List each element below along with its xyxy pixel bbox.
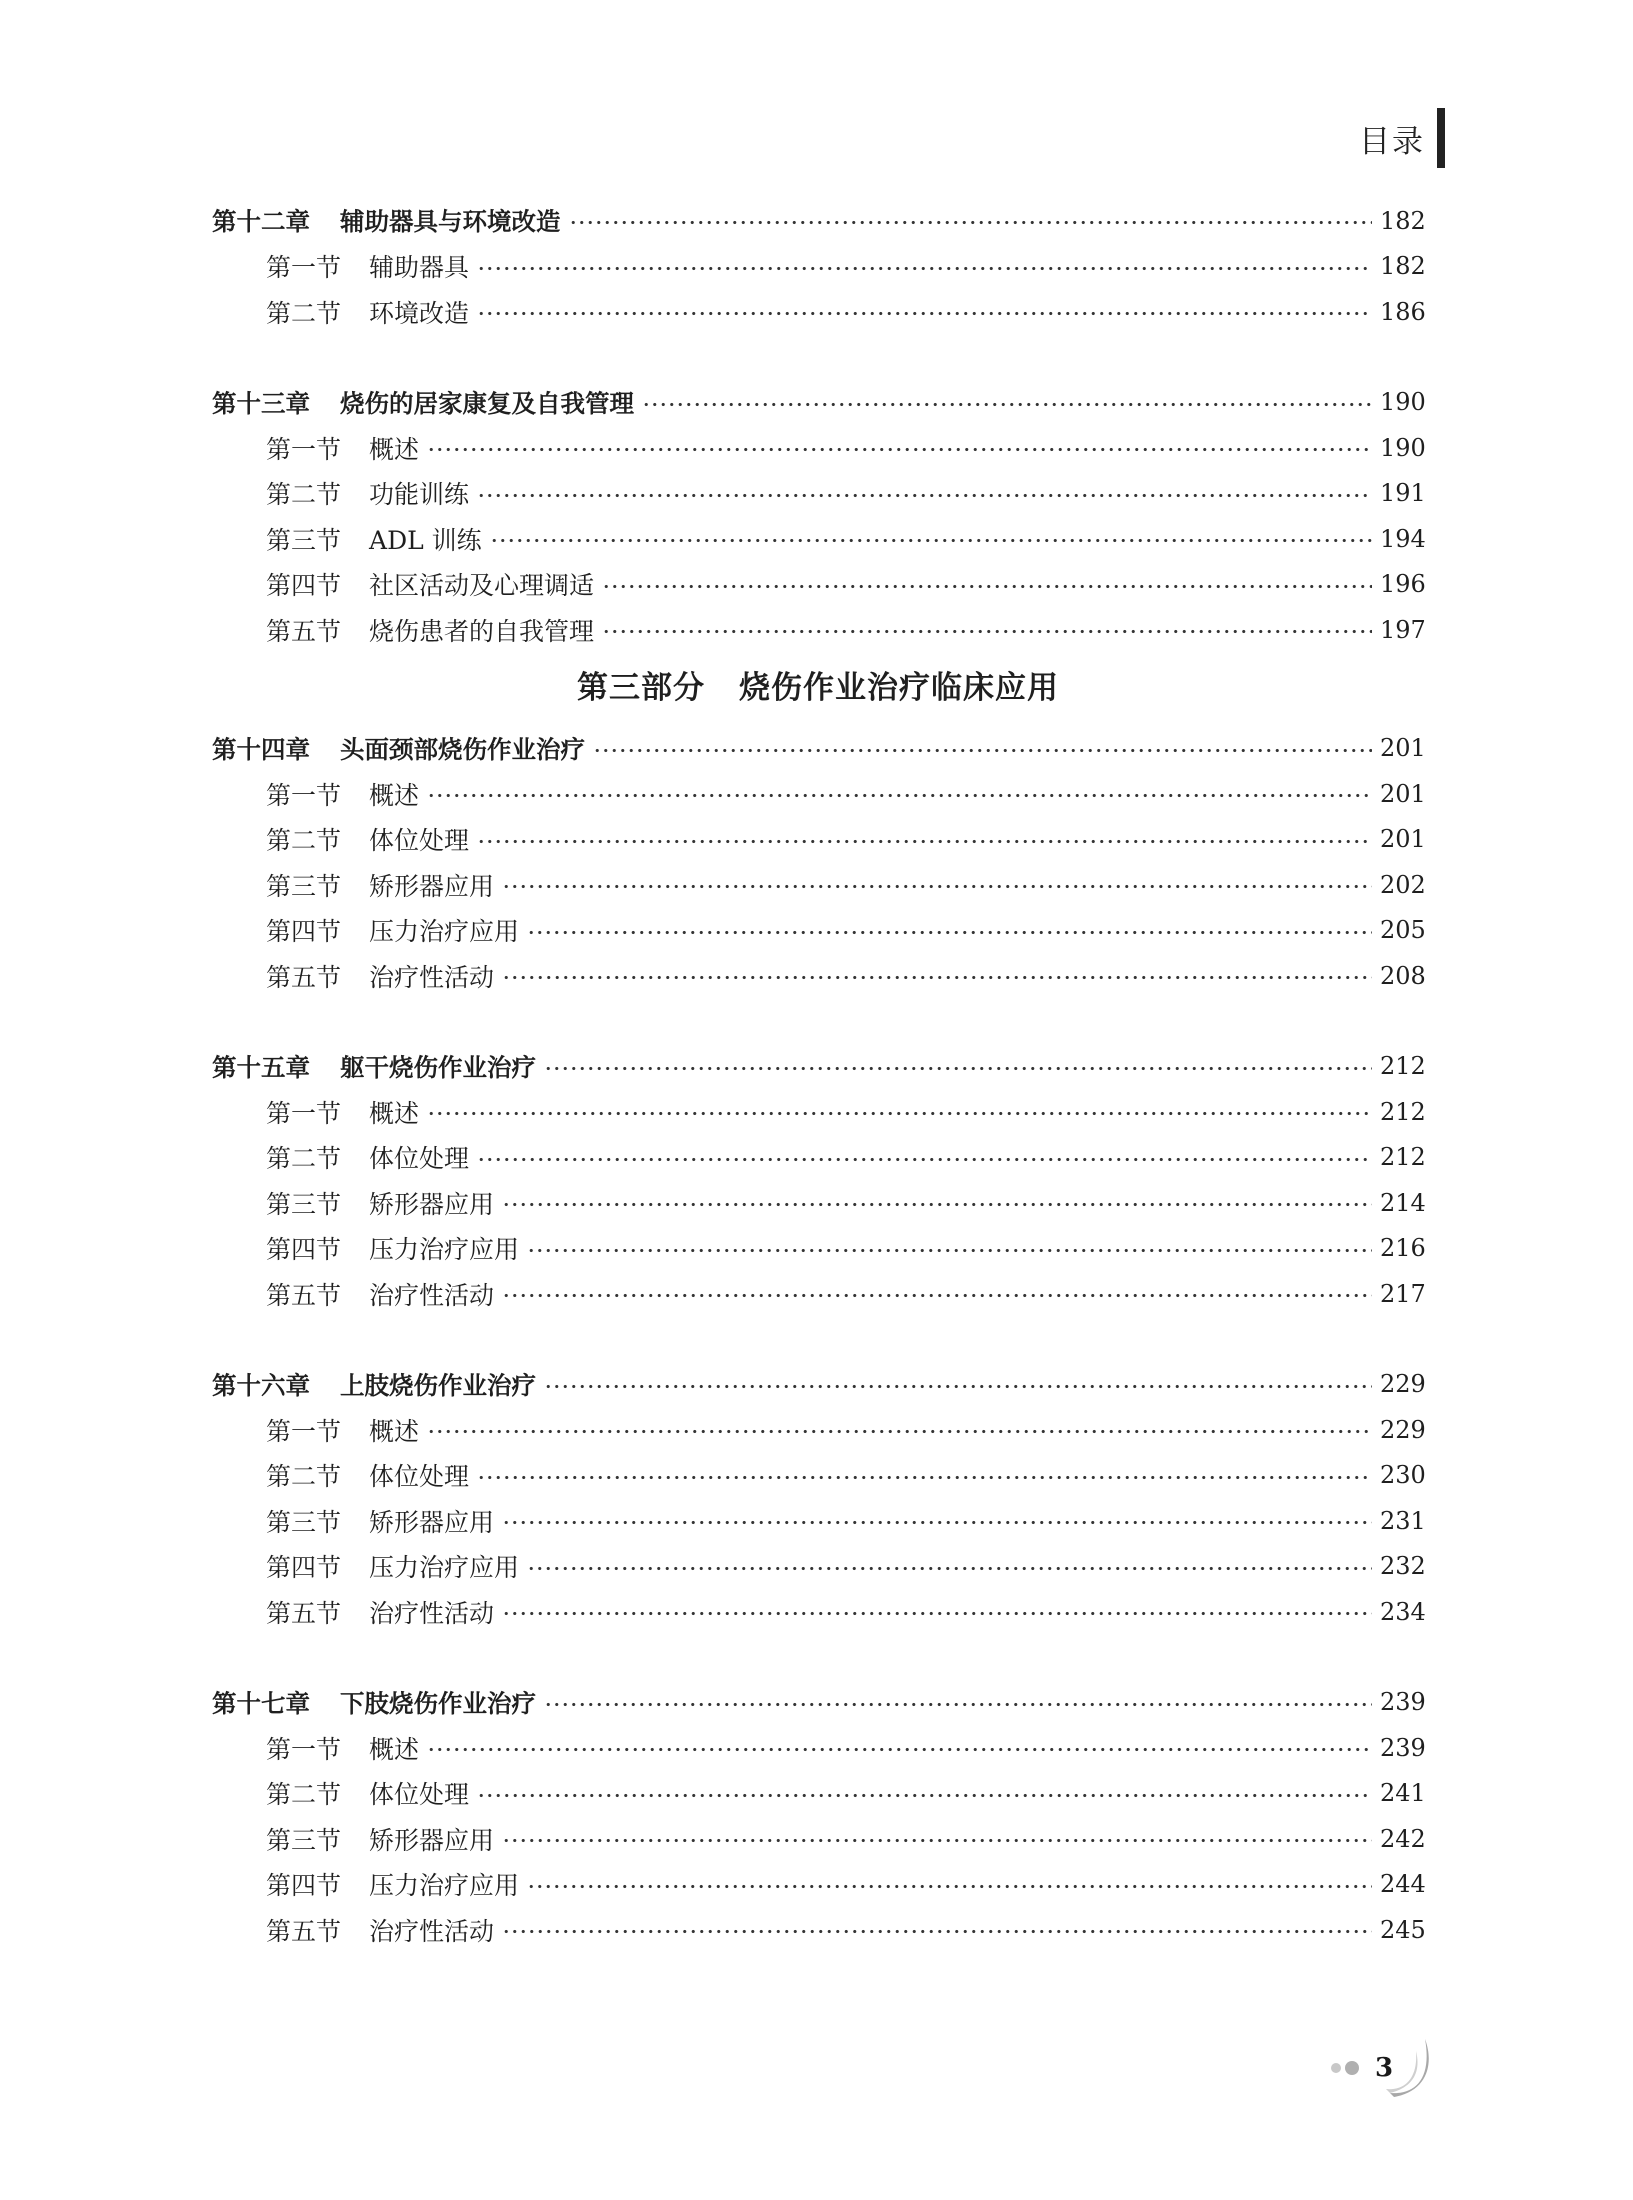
dot-leader xyxy=(502,1293,1372,1298)
section-number: 第二节 xyxy=(266,1144,342,1174)
toc-section-row[interactable] xyxy=(212,471,1424,517)
section-title: 矫形器应用 xyxy=(369,1189,495,1219)
dot-leader xyxy=(502,1202,1372,1207)
toc-section-row[interactable] xyxy=(212,1089,1424,1135)
chapter-title: 躯干烧伤作业治疗 xyxy=(340,1052,536,1082)
section-number: 第一节 xyxy=(266,434,342,464)
section-title: 概述 xyxy=(369,780,420,810)
toc-gap xyxy=(212,999,1424,1044)
toc-section-row[interactable] xyxy=(212,817,1424,863)
page-number: 231 xyxy=(1380,1506,1426,1535)
section-number: 第二节 xyxy=(266,1462,342,1492)
section-title: 矫形器应用 xyxy=(369,1507,495,1537)
page-footer xyxy=(1328,2033,1448,2103)
section-number: 第二节 xyxy=(266,480,342,510)
page-number: 245 xyxy=(1380,1915,1426,1944)
dot-leader xyxy=(502,1611,1372,1616)
page-number: 205 xyxy=(1380,916,1426,945)
section-number: 第二节 xyxy=(266,826,342,856)
toc-section-row[interactable] xyxy=(212,862,1424,908)
dot-leader xyxy=(502,1520,1372,1525)
page-number: 196 xyxy=(1380,570,1426,599)
toc-section-row[interactable] xyxy=(212,1816,1424,1862)
chapter-number: 第十二章 xyxy=(212,207,310,237)
page-number: 191 xyxy=(1380,479,1426,508)
toc-section-row[interactable] xyxy=(212,244,1424,290)
dot-leader xyxy=(569,220,1373,225)
section-title: 社区活动及心理调适 xyxy=(369,571,595,601)
part-number: 第三部分 xyxy=(577,669,705,706)
section-number: 第三节 xyxy=(266,1507,342,1537)
page-number: 241 xyxy=(1380,1779,1426,1808)
section-title: 压力治疗应用 xyxy=(369,1871,520,1901)
dot-leader xyxy=(544,1066,1372,1071)
page-number: 230 xyxy=(1380,1461,1426,1490)
chapter-number: 第十四章 xyxy=(212,734,310,764)
section-number: 第五节 xyxy=(266,962,342,992)
section-title: 压力治疗应用 xyxy=(369,1235,520,1265)
dot-leader xyxy=(427,447,1372,452)
section-number: 第一节 xyxy=(266,780,342,810)
section-title: 概述 xyxy=(369,434,420,464)
dot-leader xyxy=(602,629,1372,634)
section-number: 第三节 xyxy=(266,525,342,555)
dot-leader xyxy=(502,975,1372,980)
page-number: 244 xyxy=(1380,1870,1426,1899)
section-number: 第四节 xyxy=(266,1553,342,1583)
section-title: 治疗性活动 xyxy=(369,962,495,992)
toc-section-row[interactable] xyxy=(212,908,1424,954)
section-title: 体位处理 xyxy=(369,826,470,856)
toc-section-row[interactable] xyxy=(212,1271,1424,1317)
footer-dot-large-icon xyxy=(1345,2061,1359,2075)
table-of-contents xyxy=(212,198,1424,1953)
section-number: 第五节 xyxy=(266,1916,342,1946)
section-number: 第二节 xyxy=(266,1780,342,1810)
section-title: 功能训练 xyxy=(369,480,470,510)
toc-section-row[interactable] xyxy=(212,562,1424,608)
page-number: 239 xyxy=(1380,1688,1426,1717)
toc-gap xyxy=(212,1635,1424,1680)
toc-section-row[interactable] xyxy=(212,1725,1424,1771)
dot-leader xyxy=(477,493,1372,498)
dot-leader xyxy=(427,1111,1372,1116)
page-number: 232 xyxy=(1380,1552,1426,1581)
toc-section-row[interactable] xyxy=(212,289,1424,335)
dot-leader xyxy=(527,1566,1372,1571)
toc-section-row[interactable] xyxy=(212,516,1424,562)
chapter-title: 辅助器具与环境改造 xyxy=(340,207,561,237)
section-number: 第五节 xyxy=(266,616,342,646)
dot-leader xyxy=(477,839,1372,844)
toc-gap xyxy=(212,335,1424,380)
footer-page-number: 3 xyxy=(1374,2053,1394,2083)
dot-leader xyxy=(427,1747,1372,1752)
toc-section-row[interactable] xyxy=(212,607,1424,653)
page-number: 229 xyxy=(1380,1415,1426,1444)
toc-section-row[interactable] xyxy=(212,1907,1424,1953)
section-title: 治疗性活动 xyxy=(369,1598,495,1628)
toc-section-row[interactable] xyxy=(212,1862,1424,1908)
page-number: 190 xyxy=(1380,433,1426,462)
page-number: 202 xyxy=(1380,870,1426,899)
chapter-number: 第十三章 xyxy=(212,388,310,418)
section-title: 概述 xyxy=(369,1734,420,1764)
toc-section-row[interactable] xyxy=(212,1544,1424,1590)
page-number: 212 xyxy=(1380,1052,1426,1081)
section-title: 治疗性活动 xyxy=(369,1280,495,1310)
section-number: 第三节 xyxy=(266,871,342,901)
section-number: 第四节 xyxy=(266,1235,342,1265)
page-number: 214 xyxy=(1380,1188,1426,1217)
section-title: ADL 训练 xyxy=(369,525,482,555)
section-title: 烧伤患者的自我管理 xyxy=(369,616,595,646)
toc-section-row[interactable] xyxy=(212,425,1424,471)
section-number: 第四节 xyxy=(266,1871,342,1901)
dot-leader xyxy=(593,748,1372,753)
section-title: 压力治疗应用 xyxy=(369,917,520,947)
section-number: 第三节 xyxy=(266,1825,342,1855)
section-number: 第一节 xyxy=(266,1416,342,1446)
page-number: 234 xyxy=(1380,1597,1426,1626)
section-number: 第二节 xyxy=(266,298,342,328)
toc-section-row[interactable] xyxy=(212,1226,1424,1272)
toc-chapter-row[interactable] xyxy=(212,1044,1424,1090)
page-number: 186 xyxy=(1380,297,1426,326)
dot-leader xyxy=(477,1157,1372,1162)
section-title: 压力治疗应用 xyxy=(369,1553,520,1583)
toc-chapter-row[interactable] xyxy=(212,1362,1424,1408)
dot-leader xyxy=(477,1475,1372,1480)
toc-section-row[interactable] xyxy=(212,1589,1424,1635)
section-title: 矫形器应用 xyxy=(369,871,495,901)
toc-section-row[interactable] xyxy=(212,1180,1424,1226)
chapter-title: 下肢烧伤作业治疗 xyxy=(340,1688,536,1718)
page-number: 190 xyxy=(1380,388,1426,417)
section-number: 第四节 xyxy=(266,917,342,947)
section-title: 治疗性活动 xyxy=(369,1916,495,1946)
page-number: 239 xyxy=(1380,1733,1426,1762)
section-number: 第五节 xyxy=(266,1280,342,1310)
chapter-title: 上肢烧伤作业治疗 xyxy=(340,1370,536,1400)
toc-section-row[interactable] xyxy=(212,1453,1424,1499)
section-number: 第一节 xyxy=(266,253,342,283)
page-number: 194 xyxy=(1380,524,1426,553)
toc-chapter-row[interactable] xyxy=(212,198,1424,244)
dot-leader xyxy=(602,584,1372,589)
header-title: 目录 xyxy=(1359,123,1425,160)
dot-leader xyxy=(502,1929,1372,1934)
running-header xyxy=(1359,108,1445,168)
dot-leader xyxy=(477,1793,1372,1798)
chapter-title: 头面颈部烧伤作业治疗 xyxy=(340,734,585,764)
toc-chapter-row[interactable] xyxy=(212,1680,1424,1726)
toc-section-row[interactable] xyxy=(212,1771,1424,1817)
section-title: 概述 xyxy=(369,1098,420,1128)
footer-ornament xyxy=(1328,2033,1448,2103)
page-number: 201 xyxy=(1380,734,1426,763)
section-title: 矫形器应用 xyxy=(369,1825,495,1855)
chapter-number: 第十六章 xyxy=(212,1370,310,1400)
toc-gap xyxy=(212,1317,1424,1362)
dot-leader xyxy=(527,1884,1372,1889)
dot-leader xyxy=(502,1838,1372,1843)
dot-leader xyxy=(427,793,1372,798)
section-number: 第一节 xyxy=(266,1098,342,1128)
dot-leader xyxy=(527,1248,1372,1253)
toc-section-row[interactable] xyxy=(212,953,1424,999)
dot-leader xyxy=(490,538,1372,543)
page-number: 197 xyxy=(1380,615,1426,644)
page-number: 229 xyxy=(1380,1370,1426,1399)
chapter-number: 第十五章 xyxy=(212,1052,310,1082)
page-number: 182 xyxy=(1380,252,1426,281)
dot-leader xyxy=(527,930,1372,935)
section-number: 第四节 xyxy=(266,571,342,601)
section-number: 第五节 xyxy=(266,1598,342,1628)
toc-part-heading xyxy=(212,653,1424,726)
section-number: 第一节 xyxy=(266,1734,342,1764)
page-number: 212 xyxy=(1380,1143,1426,1172)
footer-dot-small-icon xyxy=(1331,2063,1341,2073)
page-number: 208 xyxy=(1380,961,1426,990)
dot-leader xyxy=(427,1429,1372,1434)
section-title: 概述 xyxy=(369,1416,420,1446)
page-number: 201 xyxy=(1380,779,1426,808)
page-number: 212 xyxy=(1380,1097,1426,1126)
dot-leader xyxy=(502,884,1372,889)
section-title: 体位处理 xyxy=(369,1462,470,1492)
section-title: 体位处理 xyxy=(369,1144,470,1174)
dot-leader xyxy=(544,1702,1372,1707)
chapter-title: 烧伤的居家康复及自我管理 xyxy=(340,388,634,418)
toc-chapter-row[interactable] xyxy=(212,726,1424,772)
toc-section-row[interactable] xyxy=(212,1407,1424,1453)
header-bar xyxy=(1437,108,1445,168)
section-number: 第三节 xyxy=(266,1189,342,1219)
section-title: 环境改造 xyxy=(369,298,470,328)
toc-section-row[interactable] xyxy=(212,771,1424,817)
toc-chapter-row[interactable] xyxy=(212,380,1424,426)
page-number: 182 xyxy=(1380,206,1426,235)
dot-leader xyxy=(477,266,1372,271)
page-number: 217 xyxy=(1380,1279,1426,1308)
dot-leader xyxy=(642,402,1372,407)
page-number: 242 xyxy=(1380,1824,1426,1853)
dot-leader xyxy=(544,1384,1372,1389)
section-title: 辅助器具 xyxy=(369,253,470,283)
toc-section-row[interactable] xyxy=(212,1498,1424,1544)
page-number: 201 xyxy=(1380,825,1426,854)
dot-leader xyxy=(477,311,1372,316)
part-title: 烧伤作业治疗临床应用 xyxy=(739,669,1059,706)
toc-section-row[interactable] xyxy=(212,1135,1424,1181)
page-number: 216 xyxy=(1380,1234,1426,1263)
chapter-number: 第十七章 xyxy=(212,1688,310,1718)
section-title: 体位处理 xyxy=(369,1780,470,1810)
crescent-swoosh-icon xyxy=(1390,2039,1429,2097)
